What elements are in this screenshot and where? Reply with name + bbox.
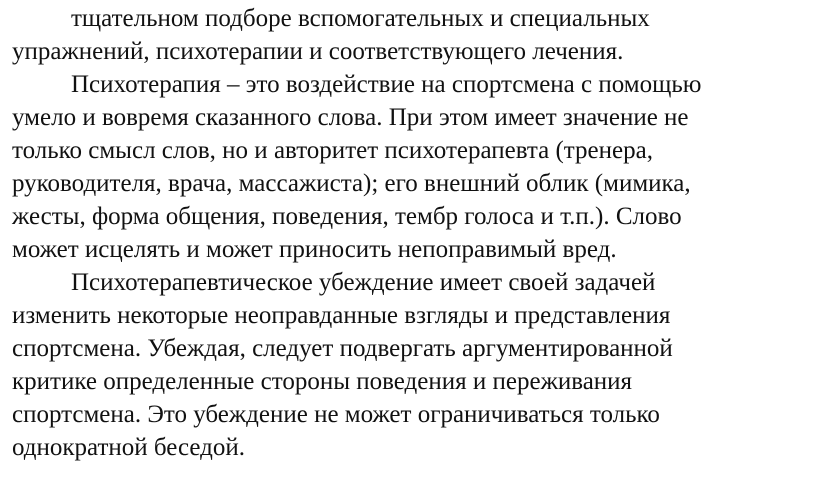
- text-line: тщательном подборе вспомогательных и специальных: [71, 5, 650, 32]
- text-line: Психотерапия – это воздействие на спортсмена с помощью: [71, 71, 702, 98]
- text-line: только смысл слов, но и авторитет психотерапевта (тренера,: [12, 137, 653, 164]
- text-line: может исцелять и может приносить непоправимый вред.: [12, 236, 617, 263]
- text-line: спортсмена. Убеждая, следует подвергать аргументированной: [12, 335, 673, 362]
- text-line: умело и вовремя сказанного слова. При этом имеет значение не: [12, 104, 689, 131]
- text-line: Психотерапевтическое убеждение имеет своей задачей: [71, 269, 656, 296]
- text-line: изменить некоторые неоправданные взгляды и представления: [12, 302, 671, 329]
- body-text: [12, 2, 808, 464]
- text-line: критике определенные стороны поведения и переживания: [12, 368, 633, 395]
- text-line: жесты, форма общения, поведения, тембр голоса и т.п.). Слово: [12, 203, 682, 230]
- text-line: спортсмена. Это убеждение не может ограничиваться только: [12, 401, 660, 428]
- text-line: упражнений, психотерапии и соответствующего лечения.: [12, 38, 624, 65]
- text-line: руководителя, врача, массажиста); его внешний облик (мимика,: [12, 170, 691, 197]
- text-line: однократной беседой.: [12, 434, 246, 461]
